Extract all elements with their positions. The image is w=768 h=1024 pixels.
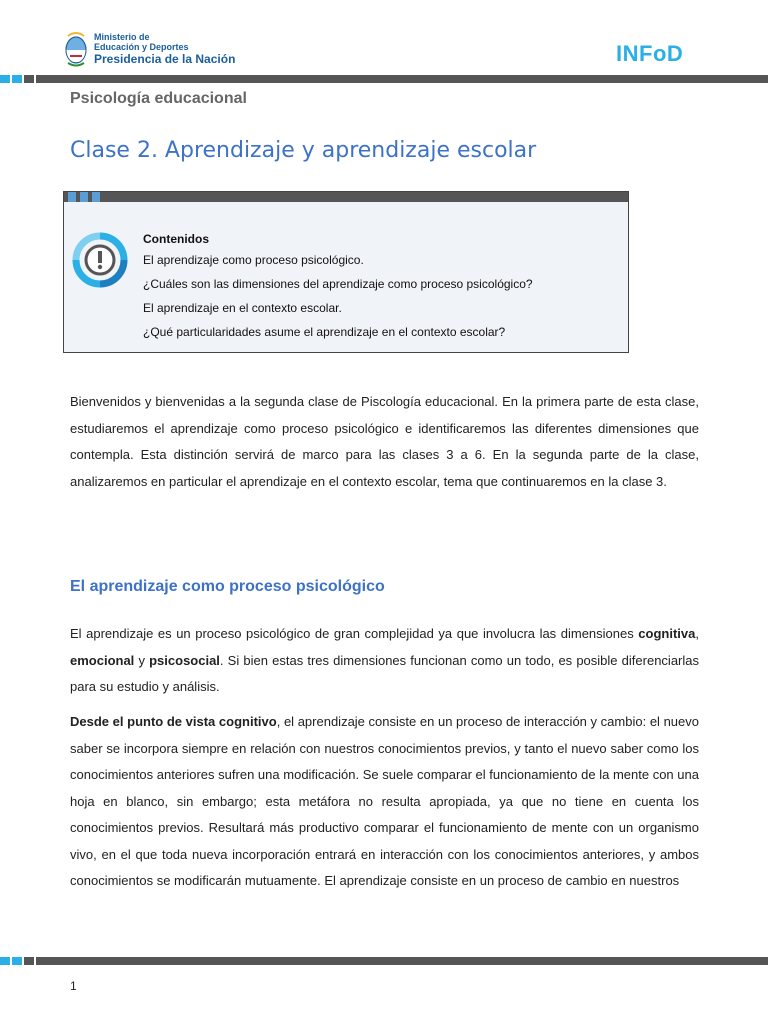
term-punto-de-vista-cognitivo: Desde el punto de vista cognitivo — [70, 714, 277, 729]
section-title: El aprendizaje como proceso psicológico — [70, 578, 385, 595]
course-name: Psicología educacional — [70, 90, 247, 107]
term-emocional: emocional — [70, 652, 135, 668]
intro-paragraph: Bienvenidos y bienvenidas a la segunda clase de Piscología educacional. En la primera parte de esta clase, estudiaremos el aprendizaje como proceso psicológico e identificaremos las diferentes dimensiones que contempla. Esta distinción servirá de marco para las clases 3 a 6. En la segunda parte de la clase, analizaremos en particular el aprendizaje en el contexto escolar, tema que continuaremos en la clase 3. — [70, 394, 699, 489]
contents-list — [143, 232, 533, 344]
term-psicosocial: psicosocial — [149, 652, 220, 668]
contents-heading: Contenidos — [143, 232, 209, 246]
term-cognitiva: cognitiva — [638, 626, 696, 641]
contents-box-bar — [64, 192, 628, 202]
ministry-line-1: Ministerio de — [94, 32, 150, 42]
ministry-logo — [64, 30, 235, 68]
page-header — [0, 0, 768, 75]
paragraph-cognitive: Desde el punto de vista cognitivo, el aprendizaje consiste en un proceso de interacción y cambio: el nuevo saber se incorpora siempre en relación con nuestros conocimientos previos, y tanto el nuevo saber como los conocimientos anteriores sufren una modificación. Se suele comparar el funcionamiento de la mente con una hoja en blanco, sin embargo; esta metáfora no resulta apropiada, ya que no tiene en cuenta los conocimientos previos. Resultará más productivo comparar el funcionamiento de mente con un organismo vivo, en el que toda nueva incorporación entrará en interacción con los conocimientos anteriores, y ambos conocimientos se modificarán mutuamente. El aprendizaje consiste en un proceso de cambio en nuestros — [70, 714, 699, 888]
ministry-line-3: Presidencia de la Nación — [94, 52, 236, 66]
ministry-line-2: Educación y Deportes — [94, 42, 189, 52]
contents-item: ¿Cuáles son las dimensiones del aprendizaje como proceso psicológico? — [143, 277, 533, 291]
contents-item: El aprendizaje como proceso psicológico. — [143, 253, 364, 267]
page-number: 1 — [70, 979, 77, 993]
top-divider-bar — [0, 75, 768, 83]
bottom-divider-bar — [0, 957, 768, 965]
argentina-seal-icon — [64, 30, 88, 68]
contents-box — [63, 191, 629, 353]
contents-item: El aprendizaje en el contexto escolar. — [143, 301, 342, 315]
infod-logo: INFoD — [616, 41, 684, 66]
contents-item: ¿Qué particularidades asume el aprendizaje en el contexto escolar? — [143, 325, 506, 339]
paragraph-dimensions: El aprendizaje es un proceso psicológico de gran complejidad ya que involucra las dimensiones cognitiva, emocional y psicosocial. Si bien estas tres dimensiones funcionan como un todo, es posible diferenciarlas para su estudio y análisis. — [70, 626, 699, 694]
class-title: Clase 2. Aprendizaje y aprendizaje escolar — [70, 138, 537, 163]
alert-icon — [72, 232, 128, 288]
